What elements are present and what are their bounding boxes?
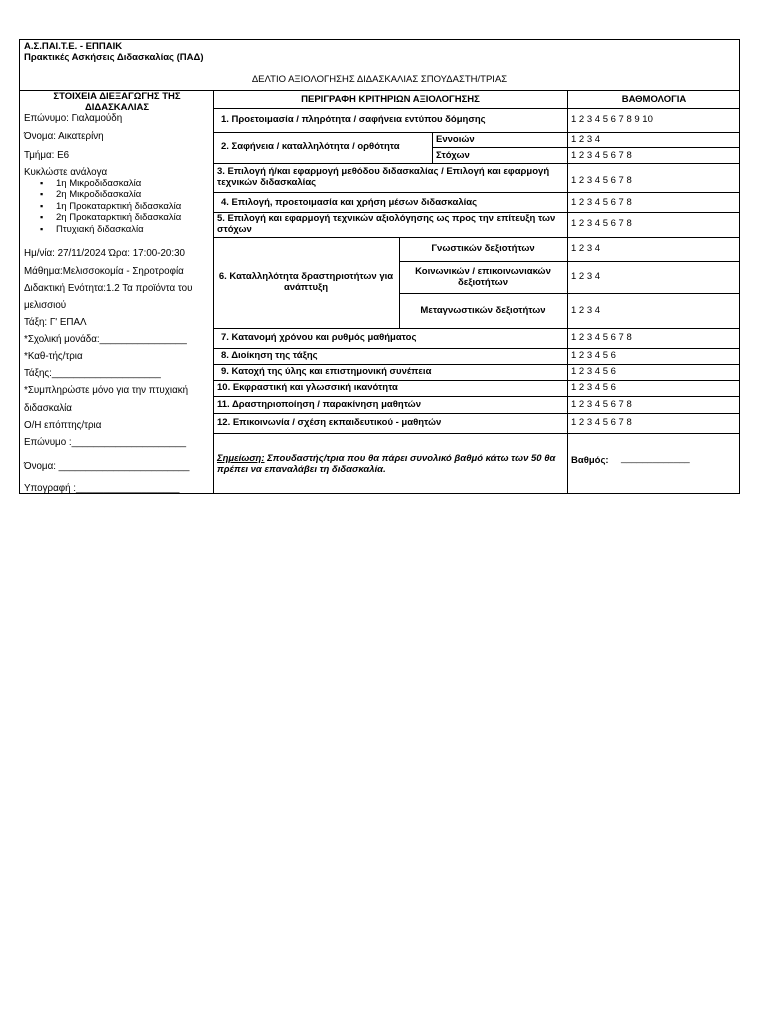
row-line [213, 364, 740, 365]
left-column-header: ΣΤΟΙΧΕΙΑ ΔΙΕΞΑΓΩΓΗΣ ΤΗΣ ΔΙΔΑΣΚΑΛΙΑΣ [53, 91, 181, 113]
score-scale-5[interactable]: 1 2 3 4 5 6 7 8 [571, 218, 632, 229]
row-line [213, 413, 740, 414]
score-scale-11[interactable]: 1 2 3 4 5 6 7 8 [571, 399, 632, 410]
option-item[interactable]: ▪ 1η Προκαταρκτική διδασκαλία [56, 201, 181, 212]
score-scale-8[interactable]: 1 2 3 4 5 6 [571, 350, 616, 361]
form-header [20, 40, 739, 91]
score-scale-10[interactable]: 1 2 3 4 5 6 [571, 382, 616, 393]
student-dept: Τμήμα: Ε6 [24, 150, 70, 161]
criterion-2-concepts: Εννοιών [436, 134, 475, 145]
supervisor-surname-field[interactable]: Επώνυμο :_____________________ [24, 437, 187, 448]
row-line [213, 396, 740, 397]
criterion-10: 10. Εκφραστική και γλωσσική ικανότητα [217, 382, 398, 393]
score-scale-1[interactable]: 1 2 3 4 5 6 7 8 9 10 [571, 114, 653, 125]
grade-label: Βαθμός: [571, 455, 609, 466]
footer-note [217, 453, 557, 475]
thesis-note: *Συμπληρώστε μόνο για την πτυχιακή [24, 385, 189, 396]
score-scale-3[interactable]: 1 2 3 4 5 6 7 8 [571, 175, 632, 186]
score-scale-2b[interactable]: 1 2 3 4 5 6 7 8 [571, 150, 632, 161]
criterion-8: 8. Διοίκηση της τάξης [221, 350, 318, 361]
lesson-date: Ημ/νία: 27/11/2024 Ώρα: 17:00-20:30 [24, 248, 185, 259]
option-item[interactable]: ▪ Πτυχιακή διδασκαλία [56, 224, 181, 235]
row-line [399, 261, 740, 262]
score-scale-4[interactable]: 1 2 3 4 5 6 7 8 [571, 197, 632, 208]
row-line [213, 132, 740, 133]
option-item[interactable]: ▪ 2η Προκαταρκτική διδασκαλία [56, 212, 181, 223]
criterion-12: 12. Επικοινωνία / σχέση εκπαιδευτικού - μαθητών [217, 417, 442, 428]
teaching-unit: Διδακτική Ενότητα:1.2 Τα προϊόντα του [24, 283, 193, 294]
teaching-type-options [40, 178, 181, 235]
score-scale-6b[interactable]: 1 2 3 4 [571, 271, 601, 282]
supervisor-name-field[interactable]: Όνομα: ________________________ [24, 461, 190, 472]
row-line [432, 147, 740, 148]
criterion-9: 9. Κατοχή της ύλης και επιστημονική συνέπεια [221, 366, 432, 377]
score-scale-6c[interactable]: 1 2 3 4 [571, 305, 601, 316]
row-line [213, 237, 740, 238]
grade-field[interactable]: _____________ [621, 453, 690, 464]
row-line [213, 348, 740, 349]
criterion-6: 6. Καταλληλότητα δραστηριοτήτων για ανάπτυξη [218, 271, 394, 293]
row-line [213, 108, 740, 109]
student-name: Όνομα: Αικατερίνη [24, 131, 104, 142]
score-scale-9[interactable]: 1 2 3 4 5 6 [571, 366, 616, 377]
class-level: Τάξη: Γ' ΕΠΑΛ [24, 317, 87, 328]
score-scale-2a[interactable]: 1 2 3 4 [571, 134, 601, 145]
footer-note-label: Σημείωση: [217, 453, 265, 464]
teaching-unit-cont: μελισσιού [24, 300, 67, 311]
criterion-2-objectives: Στόχων [436, 150, 470, 161]
supervisor-label: Ο/Η επόπτης/τρια [24, 420, 102, 431]
criterion-2: 2. Σαφήνεια / καταλληλότητα / ορθότητα [221, 141, 400, 152]
subcol-divider-6 [399, 237, 400, 328]
class-field[interactable]: Τάξης:____________________ [24, 368, 161, 379]
row-line [213, 328, 740, 329]
criterion-4: 4. Επιλογή, προετοιμασία και χρήση μέσων διδασκαλίας [221, 197, 478, 208]
row-line [213, 163, 740, 164]
criterion-6-cognitive: Γνωστικών δεξιοτήτων [431, 243, 535, 254]
row-line [213, 380, 740, 381]
score-scale-6a[interactable]: 1 2 3 4 [571, 243, 601, 254]
criterion-7: 7. Κατανομή χρόνου και ρυθμός μαθήματος [221, 332, 417, 343]
org-name [24, 41, 204, 63]
criteria-column-header: ΠΕΡΙΓΡΑΦΗ ΚΡΙΤΗΡΙΩΝ ΑΞΙΟΛΟΓΗΣΗΣ [301, 94, 480, 105]
criterion-1: 1. Προετοιμασία / πληρότητα / σαφήνεια εντύπου δόμησης [221, 114, 486, 125]
document-title: ΔΕΛΤΙΟ ΑΞΙΟΛΟΓΗΣΗΣ ΔΙΔΑΣΚΑΛΙΑΣ ΣΠΟΥΔΑΣΤΗ/ΤΡΙΑΣ [251, 74, 508, 85]
score-scale-7[interactable]: 1 2 3 4 5 6 7 8 [571, 332, 632, 343]
circle-prompt: Κυκλώστε ανάλογα [24, 167, 108, 178]
student-surname: Επώνυμο: Γιαλαμούδη [24, 113, 123, 124]
thesis-note-cont: διδασκαλία [24, 403, 72, 414]
row-line [213, 192, 740, 193]
org-line-1: Α.Σ.ΠΑΙ.Τ.Ε. - ΕΠΠΑΙΚ [24, 41, 123, 52]
evaluation-form [19, 39, 740, 494]
footer-note-text: Σπουδαστής/τρια που θα πάρει συνολικό βαθμό κάτω των 50 θα πρέπει να επαναλάβει τη διδασκαλία. [217, 453, 556, 475]
option-item[interactable]: ▪ 1η Μικροδιδασκαλία [56, 178, 181, 189]
criterion-6-metacognitive: Μεταγνωστικών δεξιοτήτων [420, 305, 546, 316]
score-column-header: ΒΑΘΜΟΛΟΓΙΑ [621, 94, 687, 105]
row-line [213, 433, 740, 434]
option-item[interactable]: ▪ 2η Μικροδιδασκαλία [56, 189, 181, 200]
row-line [399, 293, 740, 294]
criterion-11: 11. Δραστηριοποίηση / παρακίνηση μαθητών [217, 399, 421, 410]
teacher-label: *Καθ-τής/τρια [24, 351, 83, 362]
criterion-5: 5. Επιλογή και εφαρμογή τεχνικών αξιολόγησης ως προς την επίτευξη των στόχων [217, 213, 556, 235]
lesson-subject: Μάθημα:Μελισσοκομία - Σηροτροφία [24, 266, 184, 277]
score-scale-12[interactable]: 1 2 3 4 5 6 7 8 [571, 417, 632, 428]
org-line-2: Πρακτικές Ασκήσεις Διδασκαλίας (ΠΑΔ) [24, 52, 204, 63]
school-field[interactable]: *Σχολική μονάδα:________________ [24, 334, 187, 345]
signature-field[interactable]: Υπογραφή :___________________ [24, 483, 180, 494]
criterion-3: 3. Επιλογή ή/και εφαρμογή μεθόδου διδασκαλίας / Επιλογή και εφαρμογή τεχνικών διδασκαλίας [217, 166, 550, 188]
criterion-6-social: Κοινωνικών / επικοινωνιακών δεξιοτήτων [415, 266, 551, 288]
